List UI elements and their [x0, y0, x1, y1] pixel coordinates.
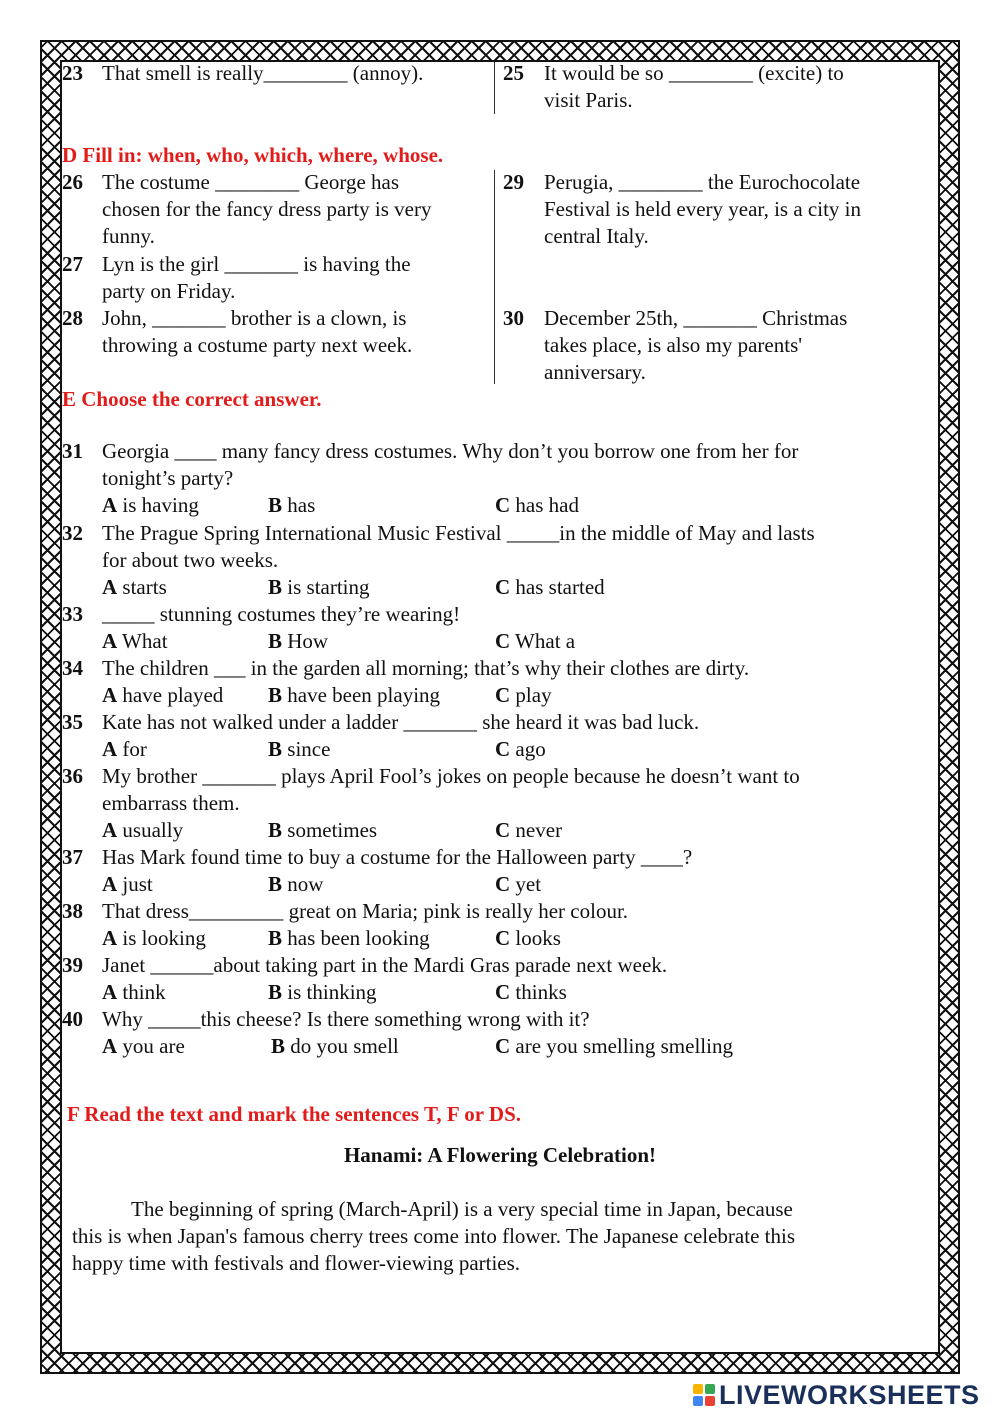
reading-paragraph-line: happy time with festivals and flower-viewing parties.: [72, 1251, 521, 1275]
option-letter: B: [268, 683, 283, 707]
option-text: has had: [515, 493, 579, 517]
question-text: Janet ______about taking part in the Mardi Gras parade next week.: [102, 953, 668, 977]
reading-paragraph-line: The beginning of spring (March-April) is a very special time in Japan, because: [131, 1197, 793, 1221]
question-number: 34: [62, 656, 83, 680]
question-text: Has Mark found time to buy a costume for the Halloween party ____?: [102, 845, 693, 869]
option-text: for: [122, 737, 147, 761]
liveworksheets-logo-icon: [693, 1384, 715, 1406]
question-text: throwing a costume party next week.: [102, 333, 413, 357]
option-c[interactable]: [495, 979, 567, 1006]
option-text: What: [122, 629, 168, 653]
option-letter: A: [102, 575, 118, 599]
question-text: Kate has not walked under a ladder _______ she heard it was bad luck.: [102, 710, 700, 734]
option-text: What a: [515, 629, 576, 653]
option-c[interactable]: [495, 492, 579, 519]
question-text: party on Friday.: [102, 279, 236, 303]
option-b[interactable]: [268, 736, 330, 763]
option-text: yet: [515, 872, 542, 896]
option-a[interactable]: [102, 574, 167, 601]
option-a[interactable]: [102, 979, 166, 1006]
option-text: is starting: [287, 575, 370, 599]
question-number: 39: [62, 953, 83, 977]
question-text: central Italy.: [544, 224, 649, 248]
option-text: have played: [122, 683, 224, 707]
question-text: visit Paris.: [544, 88, 633, 112]
option-text: think: [122, 980, 166, 1004]
option-text: since: [287, 737, 331, 761]
option-letter: A: [102, 683, 118, 707]
question-number: 35: [62, 710, 83, 734]
option-letter: C: [495, 980, 511, 1004]
option-b[interactable]: [268, 492, 315, 519]
question-text: My brother _______ plays April Fool’s jokes on people because he doesn’t want to: [102, 764, 800, 788]
option-a[interactable]: [102, 736, 147, 763]
question-text: funny.: [102, 224, 155, 248]
question-text: John, _______ brother is a clown, is: [102, 306, 407, 330]
option-text: you are: [122, 1034, 185, 1058]
column-divider: [494, 170, 495, 384]
option-a[interactable]: [102, 1033, 185, 1060]
option-a[interactable]: [102, 628, 168, 655]
option-letter: B: [268, 575, 283, 599]
option-text: starts: [122, 575, 167, 599]
option-letter: C: [495, 737, 511, 761]
option-text: usually: [122, 818, 184, 842]
question-text: tonight’s party?: [102, 466, 234, 490]
question-text: for about two weeks.: [102, 548, 279, 572]
option-c[interactable]: [495, 871, 541, 898]
question-number: 36: [62, 764, 83, 788]
question-number: 38: [62, 899, 83, 923]
question-number: 31: [62, 439, 83, 463]
option-text: play: [515, 683, 552, 707]
option-text: looks: [515, 926, 561, 950]
option-b[interactable]: [271, 1033, 399, 1060]
question-text: That smell is really________ (annoy).: [102, 61, 424, 85]
reading-title: Hanami: A Flowering Celebration!: [343, 1143, 657, 1167]
option-letter: A: [102, 926, 118, 950]
option-b[interactable]: [268, 979, 377, 1006]
column-divider: [494, 62, 495, 114]
option-letter: B: [268, 872, 283, 896]
option-letter: A: [102, 1034, 118, 1058]
option-b[interactable]: [268, 682, 440, 709]
option-text: is having: [122, 493, 199, 517]
question-number: 30: [503, 306, 524, 330]
option-text: is looking: [122, 926, 206, 950]
option-letter: B: [268, 493, 283, 517]
question-number: 40: [62, 1007, 83, 1031]
option-letter: C: [495, 629, 511, 653]
option-text: is thinking: [287, 980, 377, 1004]
option-c[interactable]: [495, 736, 546, 763]
option-b[interactable]: [268, 925, 430, 952]
option-a[interactable]: [102, 925, 206, 952]
option-c[interactable]: [495, 574, 605, 601]
question-number: 26: [62, 170, 83, 194]
option-letter: A: [102, 872, 118, 896]
question-text: That dress_________ great on Maria; pink is really her colour.: [102, 899, 629, 923]
option-a[interactable]: [102, 492, 199, 519]
question-text: The costume ________ George has: [102, 170, 400, 194]
question-text: The Prague Spring International Music Festival _____in the middle of May and lasts: [102, 521, 815, 545]
option-text: have been playing: [287, 683, 441, 707]
option-text: has started: [515, 575, 605, 599]
question-number: 23: [62, 61, 83, 85]
section-d-heading: D Fill in: when, who, which, where, whose.: [62, 143, 444, 167]
question-text: _____ stunning costumes they’re wearing!: [102, 602, 461, 626]
question-text: It would be so ________ (excite) to: [544, 61, 844, 85]
option-c[interactable]: [495, 1033, 733, 1060]
question-text: takes place, is also my parents': [544, 333, 803, 357]
question-number: 32: [62, 521, 83, 545]
option-c[interactable]: [495, 628, 575, 655]
question-text: The children ___ in the garden all morning; that’s why their clothes are dirty.: [102, 656, 750, 680]
question-text: December 25th, _______ Christmas: [544, 306, 848, 330]
option-text: has: [287, 493, 316, 517]
option-letter: C: [495, 818, 511, 842]
option-text: never: [515, 818, 563, 842]
question-text: Georgia ____ many fancy dress costumes. Why don’t you borrow one from her for: [102, 439, 799, 463]
option-c[interactable]: [495, 925, 561, 952]
option-c[interactable]: [495, 817, 562, 844]
option-letter: B: [271, 1034, 286, 1058]
option-text: are you smelling smelling: [515, 1034, 733, 1058]
option-letter: A: [102, 818, 118, 842]
option-c[interactable]: [495, 682, 552, 709]
question-number: 25: [503, 61, 524, 85]
question-text: Perugia, ________ the Eurochocolate: [544, 170, 861, 194]
question-text: anniversary.: [544, 360, 646, 384]
option-letter: B: [268, 818, 283, 842]
option-text: just: [122, 872, 153, 896]
option-letter: A: [102, 737, 118, 761]
section-f-heading: F Read the text and mark the sentences T, F or DS.: [67, 1102, 521, 1126]
option-b[interactable]: [268, 574, 370, 601]
option-a[interactable]: [102, 682, 223, 709]
option-text: sometimes: [287, 818, 378, 842]
option-letter: C: [495, 575, 511, 599]
option-text: has been looking: [287, 926, 430, 950]
question-number: 29: [503, 170, 524, 194]
option-text: do you smell: [290, 1034, 399, 1058]
option-letter: A: [102, 629, 118, 653]
option-letter: B: [268, 737, 283, 761]
option-text: How: [287, 629, 329, 653]
option-b[interactable]: [268, 871, 323, 898]
option-letter: C: [495, 683, 511, 707]
option-letter: B: [268, 980, 283, 1004]
question-text: chosen for the fancy dress party is very: [102, 197, 432, 221]
question-text: Lyn is the girl _______ is having the: [102, 252, 411, 276]
option-b[interactable]: [268, 628, 328, 655]
option-letter: A: [102, 980, 118, 1004]
option-letter: B: [268, 629, 283, 653]
question-text: embarrass them.: [102, 791, 240, 815]
section-e-heading: E Choose the correct answer.: [62, 387, 322, 411]
option-letter: C: [495, 872, 511, 896]
option-letter: C: [495, 926, 511, 950]
option-a[interactable]: [102, 817, 183, 844]
liveworksheets-logo[interactable]: [693, 1380, 980, 1410]
option-letter: C: [495, 493, 511, 517]
question-number: 28: [62, 306, 83, 330]
reading-paragraph-line: this is when Japan's famous cherry trees come into flower. The Japanese celebrate this: [72, 1224, 795, 1248]
option-letter: B: [268, 926, 283, 950]
option-text: now: [287, 872, 324, 896]
option-b[interactable]: [268, 817, 377, 844]
option-letter: C: [495, 1034, 511, 1058]
question-text: Why _____this cheese? Is there something wrong with it?: [102, 1007, 590, 1031]
option-a[interactable]: [102, 871, 153, 898]
brand-name: LIVEWORKSHEETS: [719, 1379, 980, 1410]
question-text: Festival is held every year, is a city in: [544, 197, 861, 221]
option-letter: A: [102, 493, 118, 517]
option-text: thinks: [515, 980, 567, 1004]
option-text: ago: [515, 737, 546, 761]
question-number: 37: [62, 845, 83, 869]
question-number: 33: [62, 602, 83, 626]
question-number: 27: [62, 252, 83, 276]
